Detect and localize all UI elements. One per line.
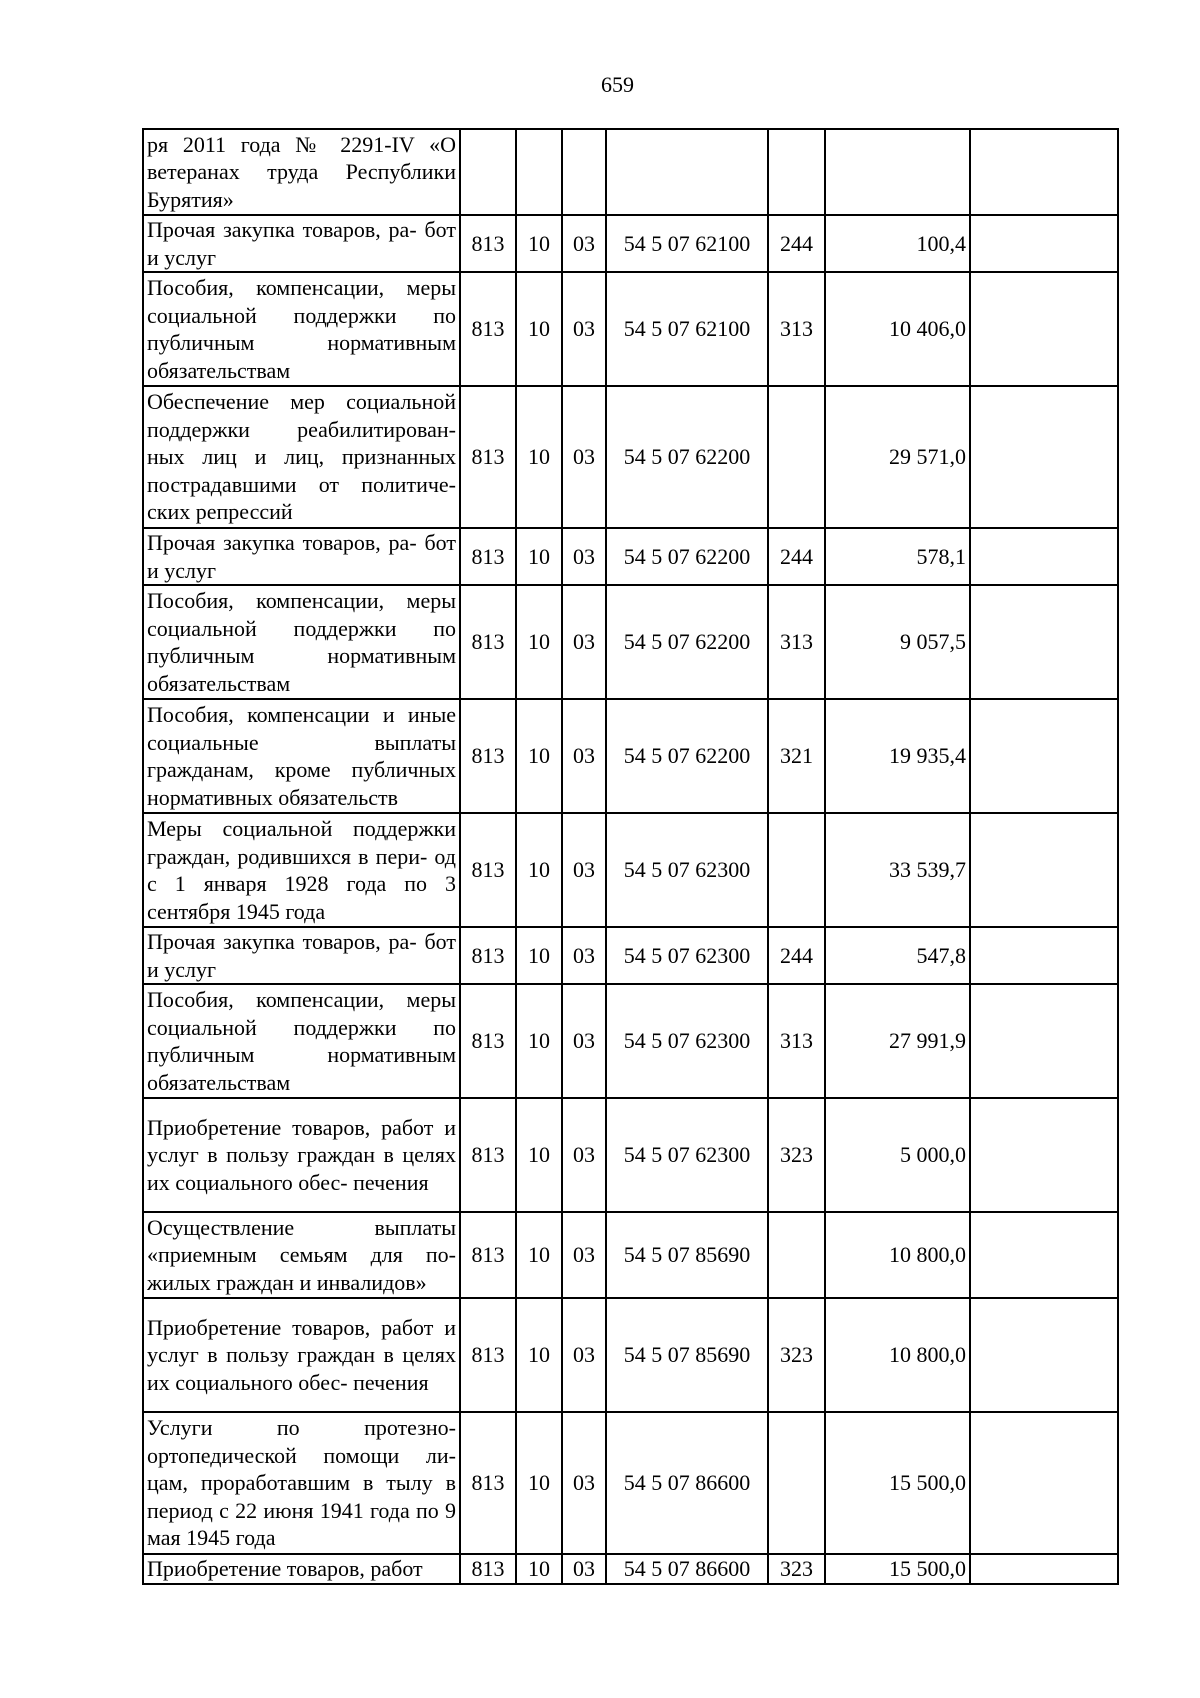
expense-type-code: 321 xyxy=(768,699,825,813)
subsection-code: 03 xyxy=(562,386,606,528)
section-code: 10 xyxy=(516,1298,562,1412)
row-name: Пособия, компенсации, меры социальной поддержки по публичным нормативным обязательствам xyxy=(143,585,460,699)
amount: 33 539,7 xyxy=(825,813,970,927)
table-row xyxy=(143,813,1118,927)
expense-type-code: 313 xyxy=(768,585,825,699)
amount: 10 800,0 xyxy=(825,1212,970,1298)
table-row xyxy=(143,1212,1118,1298)
target-article-code xyxy=(606,129,768,215)
table-row xyxy=(143,927,1118,984)
ministry-code: 813 xyxy=(460,1298,516,1412)
ministry-code: 813 xyxy=(460,1412,516,1554)
ministry-code: 813 xyxy=(460,528,516,585)
ministry-code: 813 xyxy=(460,1554,516,1584)
target-article-code: 54 5 07 62200 xyxy=(606,386,768,528)
target-article-code: 54 5 07 62300 xyxy=(606,813,768,927)
target-article-code: 54 5 07 62300 xyxy=(606,1098,768,1212)
section-code: 10 xyxy=(516,215,562,272)
table-row xyxy=(143,528,1118,585)
section-code: 10 xyxy=(516,984,562,1098)
empty-cell xyxy=(970,585,1118,699)
empty-cell xyxy=(970,1298,1118,1412)
empty-cell xyxy=(970,1412,1118,1554)
row-name: Прочая закупка товаров, ра- бот и услуг xyxy=(143,528,460,585)
row-name: Прочая закупка товаров, ра- бот и услуг xyxy=(143,215,460,272)
row-name: Осуществление выплаты «приемным семьям для по- жилых граждан и инвалидов» xyxy=(143,1212,460,1298)
target-article-code: 54 5 07 86600 xyxy=(606,1412,768,1554)
empty-cell xyxy=(970,1554,1118,1584)
subsection-code: 03 xyxy=(562,699,606,813)
row-name: Пособия, компенсации и иные социальные выплаты гражданам, кроме публичных нормативных обязательств xyxy=(143,699,460,813)
amount: 5 000,0 xyxy=(825,1098,970,1212)
subsection-code: 03 xyxy=(562,984,606,1098)
subsection-code: 03 xyxy=(562,272,606,386)
row-name: Пособия, компенсации, меры социальной поддержки по публичным нормативным обязательствам xyxy=(143,984,460,1098)
ministry-code xyxy=(460,129,516,215)
expense-type-code: 313 xyxy=(768,272,825,386)
table-row xyxy=(143,272,1118,386)
empty-cell xyxy=(970,272,1118,386)
ministry-code: 813 xyxy=(460,1212,516,1298)
section-code: 10 xyxy=(516,1412,562,1554)
empty-cell xyxy=(970,1212,1118,1298)
table-row xyxy=(143,129,1118,215)
table-row xyxy=(143,984,1118,1098)
target-article-code: 54 5 07 62300 xyxy=(606,984,768,1098)
row-name: Приобретение товаров, работ и услуг в пользу граждан в целях их социального обес- печения xyxy=(143,1098,460,1212)
ministry-code: 813 xyxy=(460,585,516,699)
expense-type-code: 323 xyxy=(768,1098,825,1212)
subsection-code: 03 xyxy=(562,585,606,699)
amount: 9 057,5 xyxy=(825,585,970,699)
target-article-code: 54 5 07 62100 xyxy=(606,215,768,272)
amount: 15 500,0 xyxy=(825,1412,970,1554)
row-name: Приобретение товаров, работ и услуг в пользу граждан в целях их социального обес- печения xyxy=(143,1298,460,1412)
amount: 578,1 xyxy=(825,528,970,585)
subsection-code: 03 xyxy=(562,1212,606,1298)
expense-type-code xyxy=(768,129,825,215)
amount: 29 571,0 xyxy=(825,386,970,528)
expense-type-code: 244 xyxy=(768,528,825,585)
subsection-code: 03 xyxy=(562,1554,606,1584)
row-name: Обеспечение мер социальной поддержки реабилитирован- ных лиц и лиц, признанных пострадавшими от политиче- ских репрессий xyxy=(143,386,460,528)
row-name: Прочая закупка товаров, ра- бот и услуг xyxy=(143,927,460,984)
expense-type-code: 323 xyxy=(768,1298,825,1412)
row-name: Услуги по протезно- ортопедической помощи ли- цам, проработавшим в тылу в период с 22 июня 1941 года по 9 мая 1945 года xyxy=(143,1412,460,1554)
empty-cell xyxy=(970,984,1118,1098)
amount: 10 800,0 xyxy=(825,1298,970,1412)
expense-type-code xyxy=(768,1212,825,1298)
target-article-code: 54 5 07 86600 xyxy=(606,1554,768,1584)
section-code: 10 xyxy=(516,528,562,585)
amount: 10 406,0 xyxy=(825,272,970,386)
section-code: 10 xyxy=(516,1212,562,1298)
table-row xyxy=(143,1298,1118,1412)
empty-cell xyxy=(970,528,1118,585)
subsection-code xyxy=(562,129,606,215)
ministry-code: 813 xyxy=(460,1098,516,1212)
row-name: Пособия, компенсации, меры социальной поддержки по публичным нормативным обязательствам xyxy=(143,272,460,386)
ministry-code: 813 xyxy=(460,215,516,272)
subsection-code: 03 xyxy=(562,927,606,984)
expense-type-code: 313 xyxy=(768,984,825,1098)
table-row xyxy=(143,1554,1118,1584)
section-code: 10 xyxy=(516,699,562,813)
section-code: 10 xyxy=(516,585,562,699)
empty-cell xyxy=(970,1098,1118,1212)
expense-type-code: 244 xyxy=(768,215,825,272)
table-row xyxy=(143,585,1118,699)
subsection-code: 03 xyxy=(562,528,606,585)
amount: 100,4 xyxy=(825,215,970,272)
empty-cell xyxy=(970,215,1118,272)
ministry-code: 813 xyxy=(460,984,516,1098)
target-article-code: 54 5 07 62200 xyxy=(606,699,768,813)
table-row xyxy=(143,386,1118,528)
expense-type-code xyxy=(768,386,825,528)
row-name: ря 2011 года № 2291-IV «О ветеранах труда Республики Бурятия» xyxy=(143,129,460,215)
row-name: Меры социальной поддержки граждан, родившихся в пери- од с 1 января 1928 года по 3 сентября 1945 года xyxy=(143,813,460,927)
section-code xyxy=(516,129,562,215)
empty-cell xyxy=(970,813,1118,927)
expense-type-code xyxy=(768,813,825,927)
amount: 27 991,9 xyxy=(825,984,970,1098)
section-code: 10 xyxy=(516,813,562,927)
expense-type-code xyxy=(768,1412,825,1554)
subsection-code: 03 xyxy=(562,1098,606,1212)
section-code: 10 xyxy=(516,272,562,386)
section-code: 10 xyxy=(516,927,562,984)
page-number: 659 xyxy=(601,72,634,97)
amount: 15 500,0 xyxy=(825,1554,970,1584)
subsection-code: 03 xyxy=(562,1298,606,1412)
target-article-code: 54 5 07 85690 xyxy=(606,1212,768,1298)
ministry-code: 813 xyxy=(460,927,516,984)
section-code: 10 xyxy=(516,1098,562,1212)
table-row xyxy=(143,699,1118,813)
ministry-code: 813 xyxy=(460,699,516,813)
amount: 19 935,4 xyxy=(825,699,970,813)
table-row xyxy=(143,1098,1118,1212)
subsection-code: 03 xyxy=(562,215,606,272)
ministry-code: 813 xyxy=(460,813,516,927)
target-article-code: 54 5 07 62200 xyxy=(606,585,768,699)
table-row xyxy=(143,215,1118,272)
empty-cell xyxy=(970,927,1118,984)
target-article-code: 54 5 07 62100 xyxy=(606,272,768,386)
subsection-code: 03 xyxy=(562,1412,606,1554)
target-article-code: 54 5 07 62200 xyxy=(606,528,768,585)
section-code: 10 xyxy=(516,1554,562,1584)
target-article-code: 54 5 07 62300 xyxy=(606,927,768,984)
empty-cell xyxy=(970,386,1118,528)
expense-type-code: 323 xyxy=(768,1554,825,1584)
ministry-code: 813 xyxy=(460,272,516,386)
amount: 547,8 xyxy=(825,927,970,984)
ministry-code: 813 xyxy=(460,386,516,528)
table-row xyxy=(143,1412,1118,1554)
expense-type-code: 244 xyxy=(768,927,825,984)
section-code: 10 xyxy=(516,386,562,528)
empty-cell xyxy=(970,129,1118,215)
empty-cell xyxy=(970,699,1118,813)
row-name: Приобретение товаров, работ xyxy=(143,1554,460,1584)
amount xyxy=(825,129,970,215)
target-article-code: 54 5 07 85690 xyxy=(606,1298,768,1412)
budget-table xyxy=(142,128,1119,1585)
subsection-code: 03 xyxy=(562,813,606,927)
